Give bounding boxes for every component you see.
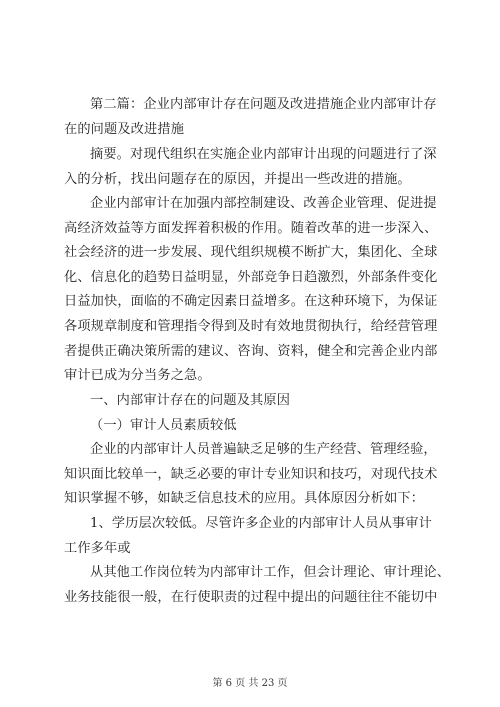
subsection-heading-text: （一）审计人员素质较低	[90, 418, 237, 433]
paragraph-job-transfer	[64, 561, 451, 610]
para2-line-1: 1、学历层次较低。尽管许多企业的内部审计人员从事审计	[90, 516, 432, 531]
abstract-paragraph	[64, 143, 437, 192]
title-line-1: 第二篇：企业内部审计存在问题及改进措施企业内部审计存	[90, 97, 437, 112]
section-heading	[90, 389, 420, 414]
para2-line-2: 工作多年或	[64, 540, 131, 556]
para1-line-3: 知识掌握不够，如缺乏信息技术的应用。具体原因分析如下：	[64, 491, 425, 507]
subsection-heading	[90, 414, 420, 439]
para1-line-1: 企业的内部审计人员普遍缺乏足够的生产经营、管理经验，	[90, 442, 437, 457]
intro-line-7: 者提供正确决策所需的建议、咨询、资料，健全和完善企业内部	[64, 343, 438, 359]
intro-paragraph	[64, 192, 438, 389]
intro-line-1: 企业内部审计在加强内部控制建设、改善企业管理、促进提	[90, 196, 437, 211]
intro-line-5: 日益加快，面临的不确定因素日益增多。在这种环境下，为保证	[64, 294, 438, 310]
intro-line-6: 各项规章制度和管理指令得到及时有效地贯彻执行，给经营管理	[64, 318, 438, 334]
intro-line-2: 高经济效益等方面发挥着积极的作用。随着改革的进一步深入、	[64, 220, 438, 236]
abstract-line-1: 摘要。对现代组织在实施企业内部审计出现的问题进行了深	[90, 147, 437, 162]
intro-line-4: 化、信息化的趋势日益明显，外部竞争日趋激烈，外部条件变化	[64, 269, 438, 285]
para3-line-2: 业务技能很一般，在行使职责的过程中提出的问题往往不能切中	[64, 589, 438, 605]
paragraph-education-level	[64, 512, 432, 561]
para1-line-2: 知识面比较单一，缺乏必要的审计专业知识和技巧，对现代技术	[64, 466, 438, 482]
section-heading-text: 一、内部审计存在的问题及其原因	[90, 393, 291, 408]
page-number-footer: 第 6 页 共 23 页	[212, 678, 288, 689]
intro-line-8: 审计已成为分当务之急。	[64, 368, 211, 384]
document-title	[64, 93, 437, 142]
para3-line-1: 从其他工作岗位转为内部审计工作，但会计理论、审计理论、	[90, 565, 451, 580]
paragraph-staff-quality	[64, 438, 438, 512]
abstract-line-2: 入的分析，找出问题存在的原因，并提出一些改进的措施。	[64, 171, 411, 187]
title-line-2: 在的问题及改进措施	[64, 121, 185, 137]
intro-line-3: 社会经济的进一步发展、现代组织规模不断扩大，集团化、全球	[64, 245, 438, 261]
